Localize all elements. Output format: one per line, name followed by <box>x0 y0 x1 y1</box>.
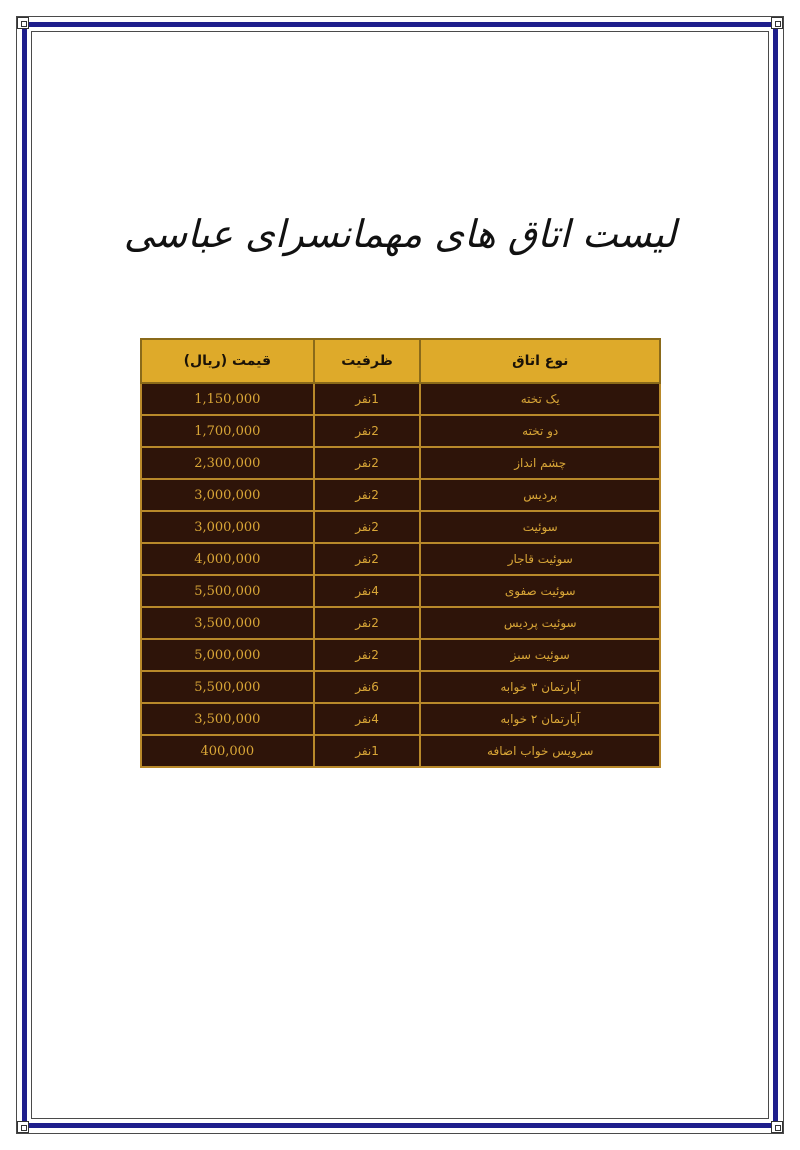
table-row <box>141 607 660 639</box>
corner-ornament-top-right <box>771 17 783 29</box>
room-type-cell: آپارتمان ۳ خوابه <box>420 671 660 703</box>
room-type-cell: پردیس <box>420 479 660 511</box>
room-type-cell: آپارتمان ۲ خوابه <box>420 703 660 735</box>
header-capacity: ظرفیت <box>314 339 421 383</box>
room-type-cell: دو تخته <box>420 415 660 447</box>
capacity-cell: 4نفر <box>314 703 421 735</box>
capacity-cell: 1نفر <box>314 383 421 415</box>
price-cell: 400,000 <box>141 735 314 767</box>
table-row <box>141 511 660 543</box>
price-cell: 1,150,000 <box>141 383 314 415</box>
header-price: قیمت (ریال) <box>141 339 314 383</box>
price-cell: 3,000,000 <box>141 511 314 543</box>
room-type-cell: چشم انداز <box>420 447 660 479</box>
table-header-row <box>141 339 660 383</box>
price-cell: 4,000,000 <box>141 543 314 575</box>
header-room-type: نوع اتاق <box>420 339 660 383</box>
page-title: لیست اتاق های مهمانسرای عباسی <box>123 212 677 256</box>
table-row <box>141 415 660 447</box>
capacity-cell: 2نفر <box>314 479 421 511</box>
corner-ornament-top-left <box>17 17 29 29</box>
price-cell: 5,500,000 <box>141 575 314 607</box>
room-type-cell: سوئیت <box>420 511 660 543</box>
table-row <box>141 735 660 767</box>
corner-ornament-bottom-right <box>771 1121 783 1133</box>
room-type-cell: سرویس خواب اضافه <box>420 735 660 767</box>
table-row <box>141 543 660 575</box>
capacity-cell: 2نفر <box>314 607 421 639</box>
table-row <box>141 479 660 511</box>
room-type-cell: سوئیت سبز <box>420 639 660 671</box>
capacity-cell: 2نفر <box>314 511 421 543</box>
price-cell: 2,300,000 <box>141 447 314 479</box>
table-row <box>141 639 660 671</box>
price-cell: 1,700,000 <box>141 415 314 447</box>
capacity-cell: 6نفر <box>314 671 421 703</box>
table-row <box>141 383 660 415</box>
corner-ornament-bottom-left <box>17 1121 29 1133</box>
capacity-cell: 2نفر <box>314 639 421 671</box>
capacity-cell: 4نفر <box>314 575 421 607</box>
table-row <box>141 575 660 607</box>
room-type-cell: سوئیت پردیس <box>420 607 660 639</box>
table-row <box>141 671 660 703</box>
table-row <box>141 447 660 479</box>
price-cell: 3,500,000 <box>141 703 314 735</box>
capacity-cell: 2نفر <box>314 447 421 479</box>
price-cell: 3,000,000 <box>141 479 314 511</box>
table-body <box>141 383 660 767</box>
capacity-cell: 2نفر <box>314 543 421 575</box>
room-type-cell: یک تخته <box>420 383 660 415</box>
price-cell: 5,500,000 <box>141 671 314 703</box>
capacity-cell: 2نفر <box>314 415 421 447</box>
capacity-cell: 1نفر <box>314 735 421 767</box>
room-price-table <box>140 338 661 768</box>
table-row <box>141 703 660 735</box>
room-type-cell: سوئیت صفوی <box>420 575 660 607</box>
price-cell: 5,000,000 <box>141 639 314 671</box>
room-type-cell: سوئیت قاجار <box>420 543 660 575</box>
price-cell: 3,500,000 <box>141 607 314 639</box>
